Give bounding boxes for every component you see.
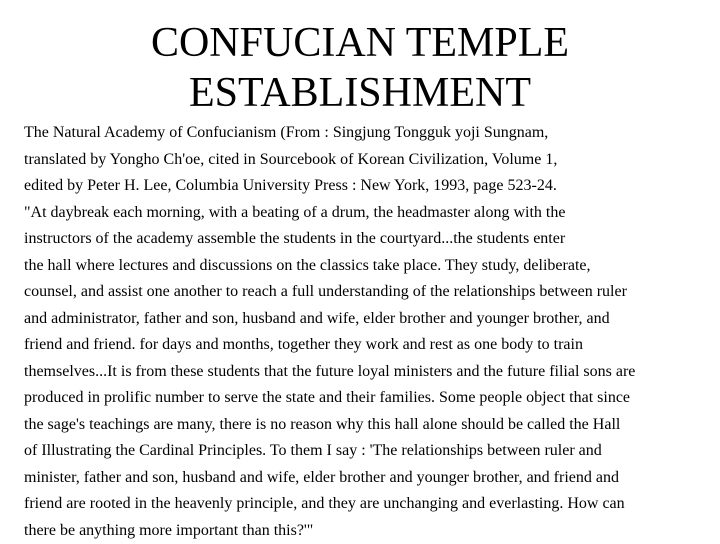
body-line: "At daybreak each morning, with a beating of a drum, the headmaster along with the — [24, 200, 716, 227]
body-line: edited by Peter H. Lee, Columbia University Press : New York, 1993, page 523-24. — [24, 173, 716, 200]
body-line: the sage's teachings are many, there is no reason why this hall alone should be called the Hall — [24, 412, 716, 439]
body-line: translated by Yongho Ch'oe, cited in Sourcebook of Korean Civilization, Volume 1, — [24, 147, 716, 174]
body-line: The Natural Academy of Confucianism (From : Singjung Tongguk yoji Sungnam, — [24, 120, 716, 147]
body-line: produced in prolific number to serve the state and their families. Some people object that since — [24, 385, 716, 412]
body-line: counsel, and assist one another to reach a full understanding of the relationships between ruler — [24, 279, 716, 306]
body-line: themselves...It is from these students that the future loyal ministers and the future filial sons are — [24, 359, 716, 386]
body-line: the hall where lectures and discussions on the classics take place. They study, deliberate, — [24, 253, 716, 280]
body-line: friend are rooted in the heavenly principle, and they are unchanging and everlasting. How can — [24, 491, 716, 518]
body-line: and administrator, father and son, husband and wife, elder brother and younger brother, and — [24, 306, 716, 333]
body-line: instructors of the academy assemble the students in the courtyard...the students enter — [24, 226, 716, 253]
body-line: there be anything more important than this?'" — [24, 518, 716, 544]
slide-body-text — [24, 120, 716, 544]
title-line: ESTABLISHMENT — [0, 68, 720, 118]
body-line: of Illustrating the Cardinal Principles. To them I say : 'The relationships between ruler and — [24, 438, 716, 465]
body-line: minister, father and son, husband and wife, elder brother and younger brother, and friend and — [24, 465, 716, 492]
title-line: CONFUCIAN TEMPLE — [0, 18, 720, 68]
slide-title — [0, 18, 720, 118]
body-line: friend and friend. for days and months, together they work and rest as one body to train — [24, 332, 716, 359]
